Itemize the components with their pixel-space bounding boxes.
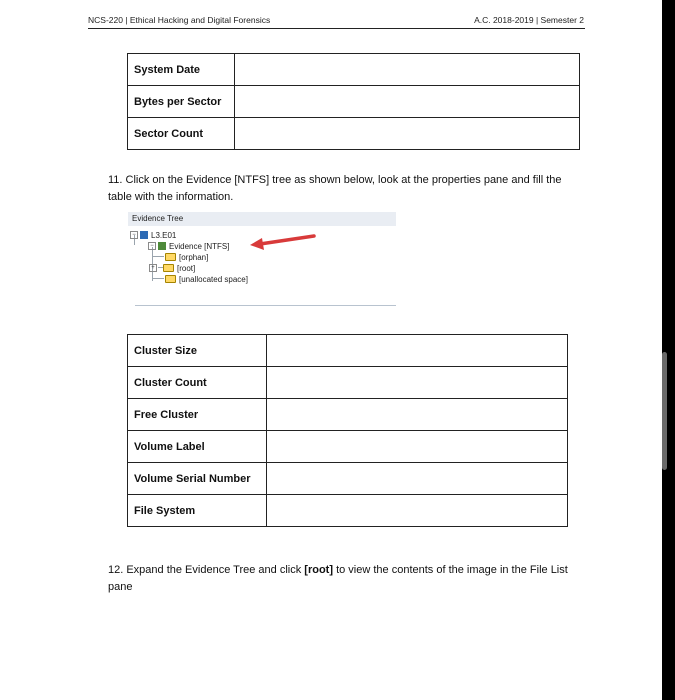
table-row (128, 463, 568, 495)
evidence-tree-title: Evidence Tree (128, 212, 396, 226)
table-row (128, 118, 580, 150)
header-course: NCS-220 | Ethical Hacking and Digital Forensics (88, 15, 271, 25)
volume-icon (158, 242, 166, 250)
row-label: Cluster Count (128, 367, 267, 399)
drive-icon (140, 231, 148, 239)
tree-node-evidence-ntfs[interactable] (148, 241, 229, 251)
tree-node-orphan[interactable] (165, 252, 208, 262)
row-label: System Date (128, 54, 235, 86)
tree-node-unallocated[interactable] (165, 274, 248, 284)
answer-cell[interactable] (235, 86, 580, 118)
table-row (128, 54, 580, 86)
tree-node-root[interactable] (130, 230, 176, 240)
row-label: File System (128, 495, 267, 527)
pane-divider (135, 305, 396, 306)
question-12-text: 12. Expand the Evidence Tree and click (108, 564, 305, 576)
tree-node-label: [orphan] (179, 252, 209, 262)
question-12 (108, 562, 578, 596)
evidence-tree-screenshot (128, 212, 396, 308)
answer-cell[interactable] (267, 399, 568, 431)
red-arrow-icon (248, 230, 318, 252)
table-row (128, 431, 568, 463)
folder-icon (165, 275, 176, 283)
volume-properties-table (127, 334, 568, 527)
expand-icon[interactable]: + (149, 264, 157, 272)
answer-cell[interactable] (267, 431, 568, 463)
answer-cell[interactable] (267, 335, 568, 367)
row-label: Sector Count (128, 118, 235, 150)
table-row (128, 399, 568, 431)
row-label: Bytes per Sector (128, 86, 235, 118)
question-11: 11. Click on the Evidence [NTFS] tree as shown below, look at the properties pane and fill the table with the information. (108, 174, 562, 203)
folder-icon (163, 264, 174, 272)
table-row (128, 495, 568, 527)
header-semester: A.C. 2018-2019 | Semester 2 (474, 15, 584, 25)
system-info-table (127, 53, 580, 150)
answer-cell[interactable] (235, 54, 580, 86)
row-label: Cluster Size (128, 335, 267, 367)
row-label: Volume Label (128, 431, 267, 463)
tree-node-label: [unallocated space] (179, 274, 248, 284)
tree-node-label: Evidence [NTFS] (169, 241, 230, 251)
answer-cell[interactable] (235, 118, 580, 150)
answer-cell[interactable] (267, 495, 568, 527)
scrollbar-track[interactable] (662, 0, 675, 700)
row-label: Volume Serial Number (128, 463, 267, 495)
tree-node-label: [root] (177, 263, 196, 273)
question-12-text-end: to view the contents of the image in the File List pane (108, 564, 568, 593)
table-row (128, 86, 580, 118)
folder-icon (165, 253, 176, 261)
header-rule (88, 28, 585, 29)
collapse-icon[interactable]: − (148, 242, 156, 250)
tree-node-label: L3.E01 (151, 230, 177, 240)
answer-cell[interactable] (267, 463, 568, 495)
scrollbar-thumb[interactable] (662, 352, 667, 470)
answer-cell[interactable] (267, 367, 568, 399)
question-12-emphasis: [root] (304, 564, 334, 576)
tree-node-root-folder[interactable] (149, 263, 195, 273)
table-row (128, 335, 568, 367)
row-label: Free Cluster (128, 399, 267, 431)
table-row (128, 367, 568, 399)
collapse-icon[interactable]: − (130, 231, 138, 239)
